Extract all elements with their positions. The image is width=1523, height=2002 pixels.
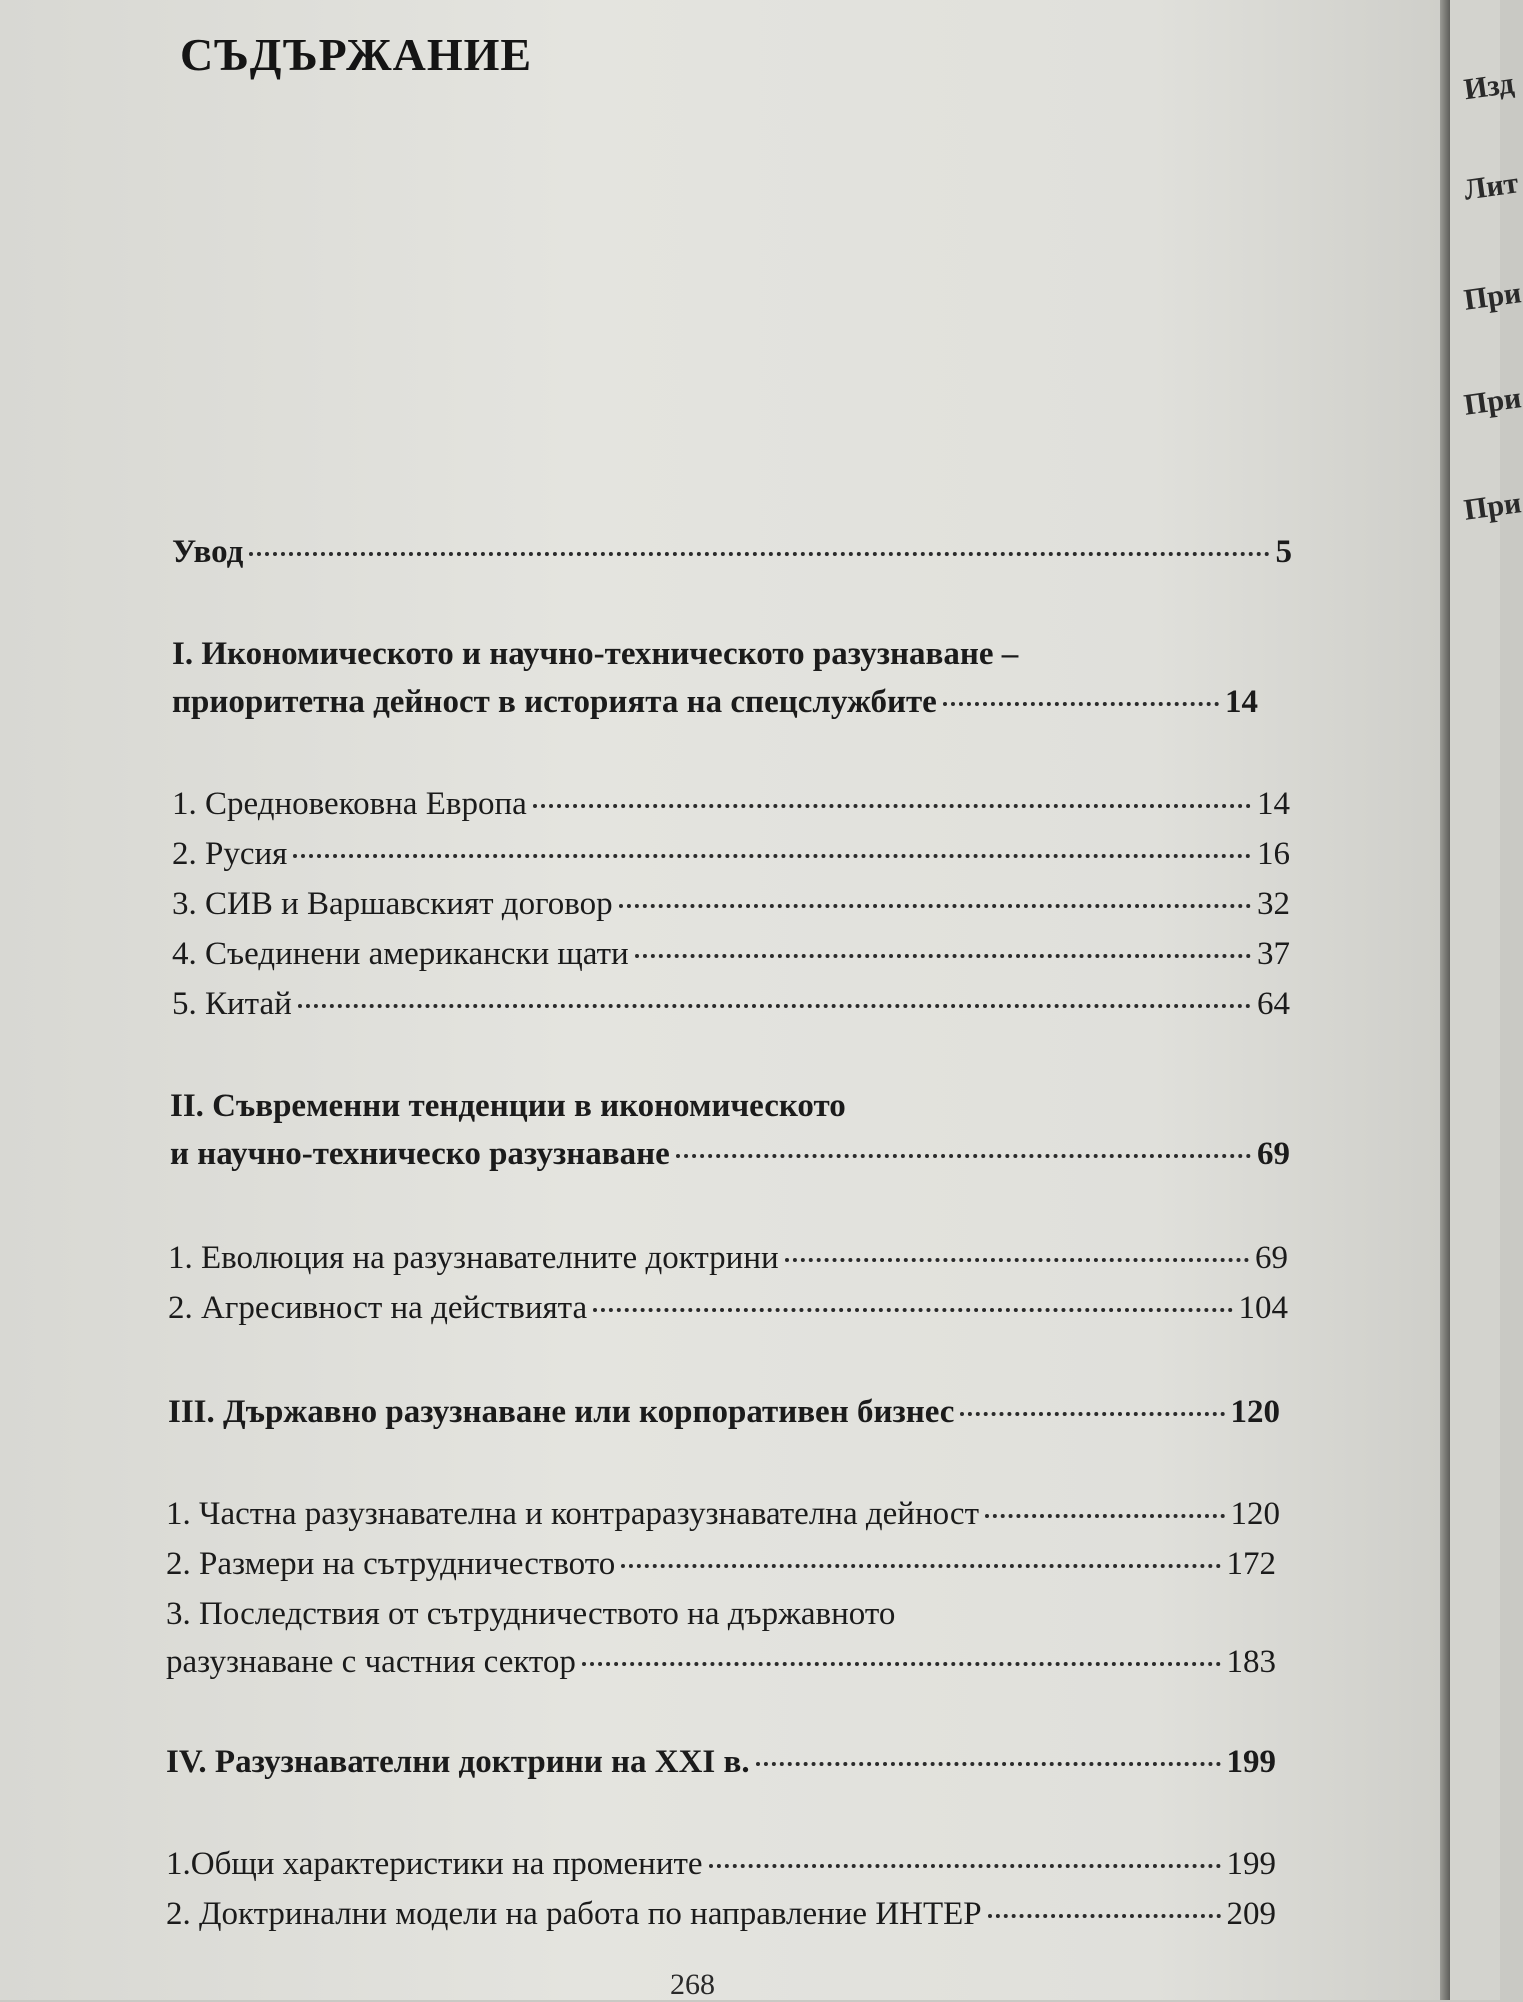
dot-leader	[960, 1412, 1224, 1416]
toc-page-number: 69	[1255, 1240, 1288, 1276]
toc-page-number: 120	[1230, 1496, 1280, 1532]
dot-leader	[709, 1864, 1221, 1868]
chapter-1-title-line1: I. Икономическото и научно-техническото разузнаване –	[172, 636, 1019, 672]
toc-entry-4-1	[166, 1844, 1276, 1884]
dot-leader	[298, 1004, 1251, 1008]
dot-leader	[676, 1154, 1251, 1158]
toc-entry-3-3	[166, 1642, 1276, 1682]
toc-page-number: 5	[1275, 534, 1292, 570]
toc-entry-title: и научно-техническо разузнаване	[170, 1136, 670, 1172]
dot-leader	[756, 1762, 1221, 1766]
facing-page-edge	[1450, 0, 1523, 2000]
dot-leader	[593, 1308, 1232, 1312]
dot-leader	[943, 702, 1219, 706]
toc-entry-chapter-1	[172, 682, 1258, 722]
chapter-2-title-line1: II. Съвременни тенденции в икономическото	[170, 1088, 846, 1124]
toc-page-number: 199	[1226, 1744, 1276, 1780]
toc-page-number: 14	[1257, 786, 1290, 822]
toc-entry-title: 2. Размери на сътрудничеството	[166, 1546, 616, 1582]
toc-entry-3-3-line1: 3. Последствия от сътрудничеството на държавното	[166, 1596, 896, 1632]
toc-entry-title: 1.Общи характеристики на промените	[166, 1846, 703, 1882]
toc-page-number: 183	[1226, 1644, 1276, 1680]
toc-entry-1-3	[172, 884, 1290, 924]
dot-leader	[635, 954, 1251, 958]
toc-entry-title: IV. Разузнавателни доктрини на XXI в.	[166, 1744, 750, 1780]
toc-page-number: 120	[1230, 1394, 1280, 1430]
toc-entry-title: 5. Китай	[172, 986, 292, 1022]
dot-leader	[582, 1662, 1221, 1666]
book-gutter	[1440, 0, 1450, 2000]
toc-page-number: 199	[1226, 1846, 1276, 1882]
toc-entry-4-2	[166, 1894, 1276, 1934]
toc-entry-2-1	[168, 1238, 1288, 1278]
toc-entry-2-2	[168, 1288, 1288, 1328]
toc-entry-title: 1. Еволюция на разузнавателните доктрини	[168, 1240, 779, 1276]
toc-entry-title: 3. СИВ и Варшавският договор	[172, 886, 613, 922]
dot-leader	[293, 854, 1251, 858]
dot-leader	[985, 1514, 1225, 1518]
page-title: СЪДЪРЖАНИЕ	[180, 29, 533, 80]
toc-entry-1-1	[172, 784, 1290, 824]
dot-leader	[621, 1564, 1220, 1568]
toc-entry-chapter-3	[168, 1392, 1280, 1432]
facing-page-fragment: Лит	[1461, 166, 1521, 207]
toc-page-number: 104	[1238, 1290, 1288, 1326]
toc-entry-1-2	[172, 834, 1290, 874]
toc-entry-title: 1. Частна разузнавателна и контраразузнавателна дейност	[166, 1496, 979, 1532]
page-folio-number: 268	[670, 1968, 715, 2001]
toc-entry-chapter-2	[170, 1134, 1290, 1174]
toc-entry-title: III. Държавно разузнаване или корпоративен бизнес	[168, 1394, 955, 1430]
toc-entry-title: 2. Русия	[172, 836, 288, 872]
facing-page-fragment: При	[1461, 276, 1523, 317]
toc-page-number: 209	[1226, 1896, 1276, 1932]
toc-entry-title: разузнаване с частния сектор	[166, 1644, 576, 1680]
toc-entry-title: 4. Съединени американски щати	[172, 936, 629, 972]
toc-entry-1-4	[172, 934, 1290, 974]
facing-page-fragment: При	[1461, 486, 1523, 527]
toc-page-number: 14	[1225, 684, 1258, 720]
toc-entry-title: приоритетна дейност в историята на спецслужбите	[172, 684, 937, 720]
toc-page-number: 16	[1257, 836, 1290, 872]
toc-entry-1-5	[172, 984, 1290, 1024]
toc-entry-chapter-4	[166, 1742, 1276, 1782]
dot-leader	[785, 1258, 1249, 1262]
toc-page-number: 32	[1257, 886, 1290, 922]
dot-leader	[988, 1914, 1221, 1918]
toc-entry-title: Увод	[172, 534, 244, 570]
dot-leader	[533, 804, 1251, 808]
toc-page-number: 37	[1257, 936, 1290, 972]
toc-page-number: 172	[1226, 1546, 1276, 1582]
toc-page-number: 69	[1257, 1136, 1290, 1172]
dot-leader	[249, 552, 1269, 556]
facing-page-fragment: При	[1461, 381, 1523, 422]
toc-page-number: 64	[1257, 986, 1290, 1022]
facing-page-fragment: Изд	[1461, 66, 1517, 107]
toc-entry-title: 2. Агресивност на действията	[168, 1290, 588, 1326]
toc-entry-3-2	[166, 1544, 1276, 1584]
toc-entry-title: 1. Средновековна Европа	[172, 786, 527, 822]
toc-entry-3-1	[166, 1494, 1280, 1534]
toc-entry-intro	[172, 532, 1292, 572]
dot-leader	[619, 904, 1251, 908]
toc-entry-title: 2. Доктринални модели на работа по направление ИНТЕР	[166, 1896, 982, 1932]
